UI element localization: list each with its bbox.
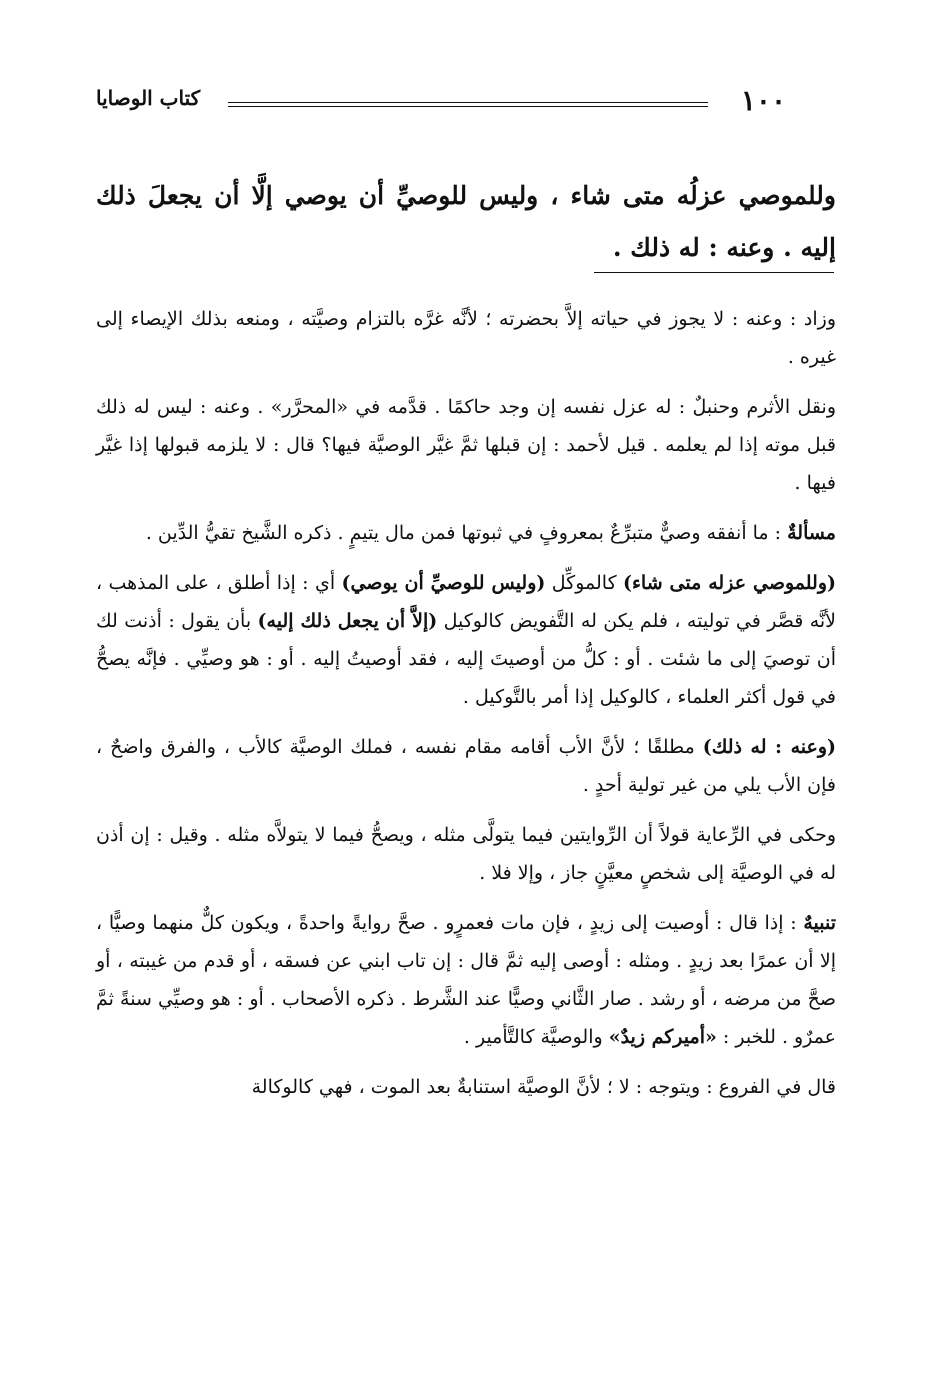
- paragraph-text: وحكى في الرِّعاية قولاً أن الرِّوايتين فيما يتولَّى مثله ، ويصحُّ فيما لا يتولاَّه مثله . وقيل : إن أذن له في الوصيَّة إلى شخصٍ معيَّنٍ جاز ، وإلا فلا .: [96, 824, 836, 884]
- paragraph-text: قال في الفروع : ويتوجه : لا ؛ لأنَّ الوصيَّة استنابةٌ بعد الموت ، فهي كالوكالة: [251, 1076, 836, 1098]
- paragraph-text: : إذا قال : أوصيت إلى زيدٍ ، فإن مات فعمرٍو . صحَّ روايةً واحدةً ، ويكون كلٌّ منهما وصيًّا ، إلا أن عمرًا بعد زيدٍ . ومثله : أوصى إليه ثمَّ قال : إن تاب ابني عن فسقه ، أو قدم من غيبته ، أو صحَّ من مرضه ، أو رشد . صار الثَّاني وصيًّا عند الشَّرط . ذكره الأصحاب . أو : هو وصيِّي سنةً ثمَّ عمرٌو . للخبر :: [96, 912, 836, 1048]
- paragraph-lead: مسألةٌ: [787, 522, 836, 544]
- book-title: كتاب الوصايا: [96, 86, 201, 110]
- paragraph-1: [96, 300, 836, 376]
- quoted-matn: (إلاَّ أن يجعل ذلك إليه): [257, 610, 438, 632]
- paragraph-5: [96, 728, 836, 804]
- paragraph-text: والوصيَّة كالتَّأمير .: [463, 1026, 609, 1048]
- paragraph-7: [96, 904, 836, 1056]
- paragraph-8: [96, 1068, 836, 1106]
- paragraph-lead: تنبيهٌ: [803, 912, 836, 934]
- paragraph-text: أي : إذا أطلق ، على المذهب ، لأنَّه قصَّر في توليته ، فلم يكن له التَّفويض كالوكيل: [96, 572, 837, 632]
- paragraph-text: وزاد : وعنه : لا يجوز في حياته إلاَّ بحضرته ؛ لأنَّه غرَّه بالتزام وصيَّته ، ومنعه بذلك الإيصاء إلى غيره .: [96, 308, 836, 368]
- matn-divider: [594, 272, 834, 273]
- paragraph-text: : ما أنفقه وصيٌّ متبرِّعٌ بمعروفٍ في ثبوتها فمن مال يتيمٍ . ذكره الشَّيخ تقيُّ الدِّين .: [145, 522, 788, 544]
- paragraph-3: [96, 514, 836, 552]
- quoted-hadith: «أميركم زيدٌ»: [608, 1026, 717, 1048]
- quoted-matn: (وعنه : له ذلك): [702, 736, 836, 758]
- paragraph-4: [96, 564, 836, 716]
- paragraph-6: [96, 816, 836, 892]
- paragraph-text: كالموكِّل: [545, 572, 623, 594]
- paragraph-text: مطلقًا ؛ لأنَّ الأب أقامه مقام نفسه ، فملك الوصيَّة كالأب ، والفرق واضحٌ ، فإن الأب يلي من غير تولية أحدٍ .: [96, 736, 836, 796]
- matn-text: وللموصي عزلُه متى شاء ، وليس للوصيِّ أن يوصي إلَّا أن يجعلَ ذلك إليه . وعنه : له ذلك .: [96, 181, 836, 262]
- commentary-body: [96, 300, 836, 1118]
- quoted-matn: (وللموصي عزله متى شاء): [622, 572, 836, 594]
- running-header: [96, 84, 786, 124]
- quoted-matn: (وليس للوصيِّ أن يوصي): [341, 572, 546, 594]
- paragraph-text: ونقل الأثرم وحنبلٌ : له عزل نفسه إن وجد حاكمًا . قدَّمه في «المحرَّر» . وعنه : ليس له ذلك قبل موته إذا لم يعلمه . قيل لأحمد : إن قبلها ثمَّ غيَّر الوصيَّة فيها؟ قال : لا يلزمه قبولها إذا غيَّر فيها .: [96, 396, 836, 494]
- page-number: ١٠٠: [740, 84, 786, 117]
- paragraph-text: بأن يقول : أذنت لك أن توصيَ إلى ما شئت . أو : كلُّ من أوصيتَ إليه ، فقد أوصيتُ إليه . أو : هو وصيِّي . فإنَّه يصحُّ في قول أكثر العلماء ، كالوكيل إذا أمر بالتَّوكيل .: [96, 610, 836, 708]
- paragraph-2: [96, 388, 836, 502]
- header-rule: [228, 102, 708, 107]
